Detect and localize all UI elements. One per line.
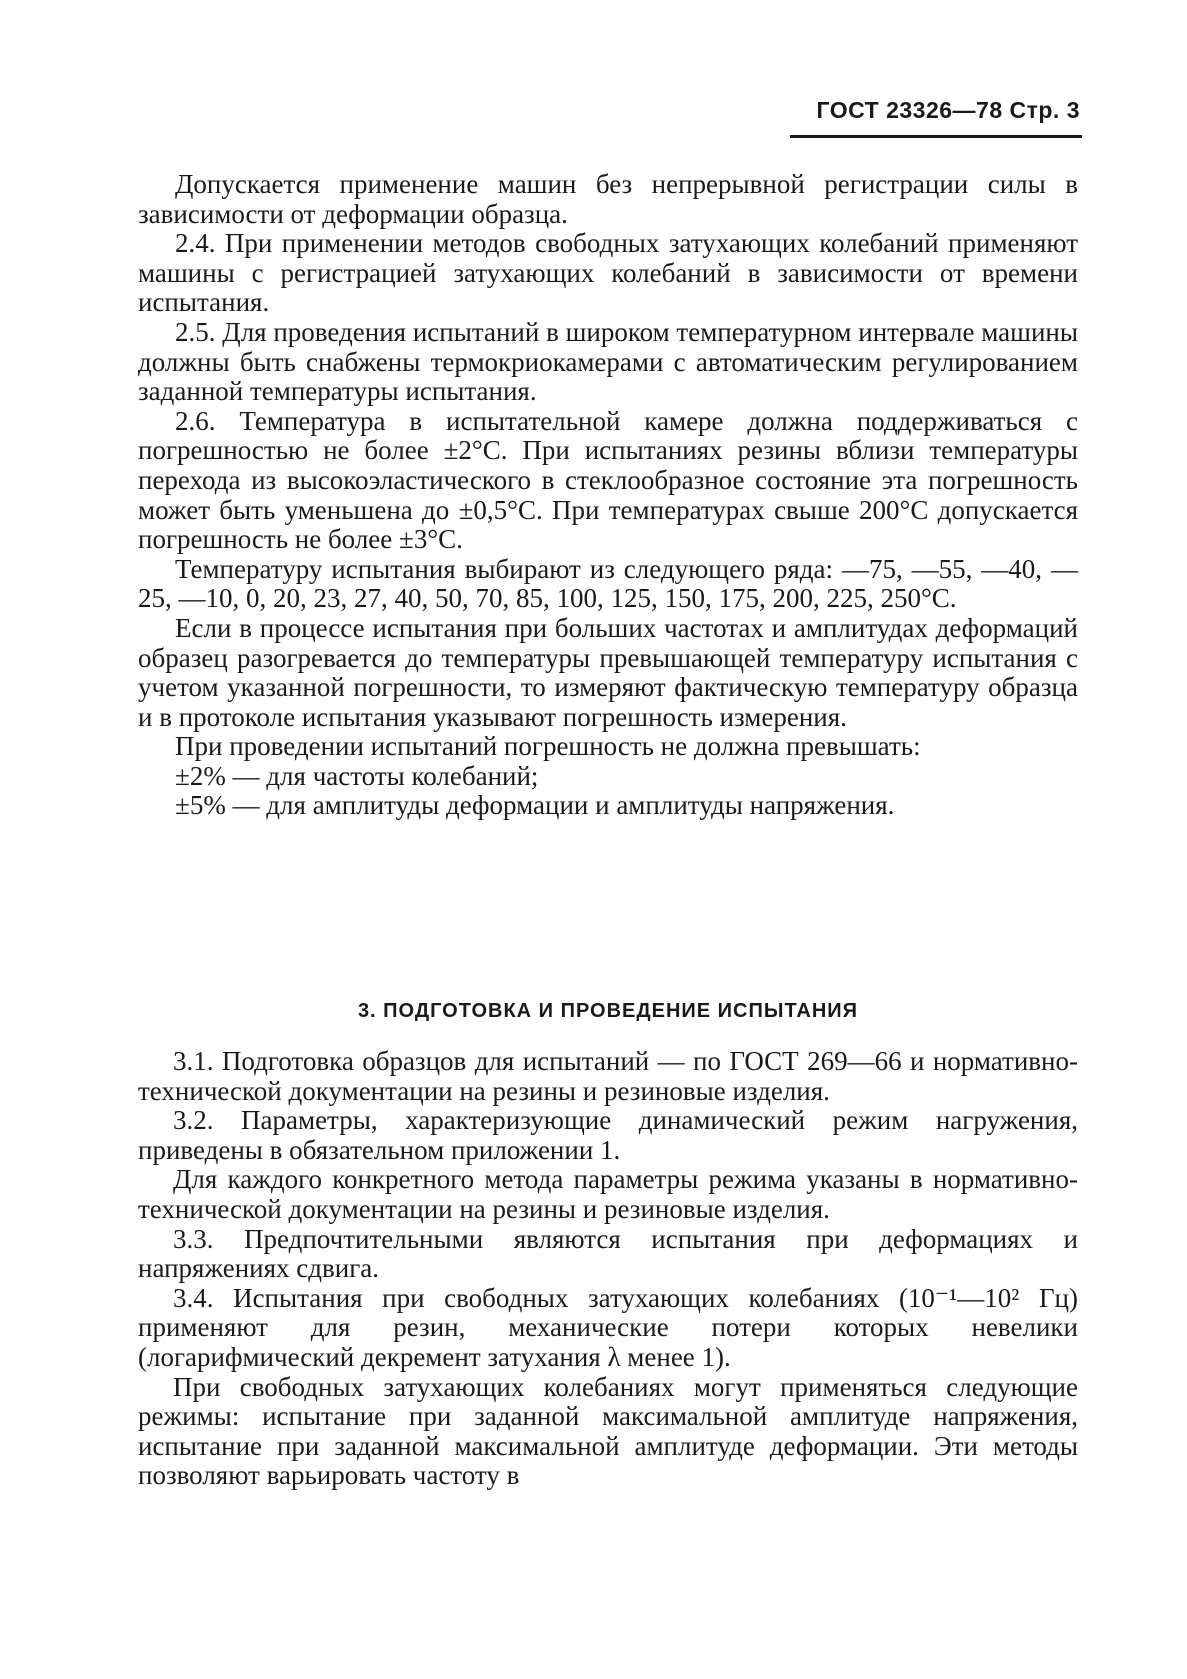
paragraph-method-params: Для каждого конкретного метода параметры режима указаны в нормативно-технической документации на резины и резиновые изделия. <box>138 1164 1078 1224</box>
paragraph-3-4: 3.4. Испытания при свободных затухающих колебаниях (10⁻¹—10² Гц) применяют для резин, механические потери которых невелики (логарифмический декремент затухания λ менее 1). <box>138 1282 1078 1372</box>
paragraph-3-1: 3.1. Подготовка образцов для испытаний — по ГОСТ 269—66 и нормативно-технической документации на резины и резиновые изделия. <box>138 1046 1078 1106</box>
tolerance-item-frequency: ±2% — для частоты колебаний; <box>175 760 539 791</box>
paragraph-tolerance-intro: При проведении испытаний погрешность не должна превышать: <box>175 731 921 762</box>
paragraph-temperature-series: Температуру испытания выбирают из следующего ряда: —75, —55, —40, —25, —10, 0, 20, 23, 27, 40, 50, 70, 85, 100, 125, 150, 175, 200, 225, 250°С. <box>138 553 1078 614</box>
section-3-body <box>138 1047 1078 1491</box>
tolerance-item-amplitude: ±5% — для амплитуды деформации и амплитуды напряжения. <box>175 790 895 821</box>
paragraph-3-2: 3.2. Параметры, характеризующие динамический режим нагружения, приведены в обязательном приложении 1. <box>138 1105 1078 1165</box>
paragraph-free-oscillation-modes: При свободных затухающих колебаниях могут применяться следующие режимы: испытание при заданной максимальной амплитуде напряжения, испытание при заданной максимальной амплитуде деформации. Эти методы позволяют варьировать частоту в <box>138 1371 1078 1491</box>
section-2-continuation <box>138 170 1078 821</box>
paragraph-heating: Если в процессе испытания при больших частотах и амплитудах деформаций образец разогревается до температуры превышающей температуру испытания с учетом указанной погрешности, то измеряют фактическую температуру образца и в протоколе испытания указывают погрешность измерения. <box>138 612 1078 732</box>
paragraph: Допускается применение машин без непрерывной регистрации силы в зависимости от деформации образца. <box>138 169 1078 229</box>
paragraph-2-5: 2.5. Для проведения испытаний в широком температурном интервале машины должны быть снабжены термокриокамерами с автоматическим регулированием заданной температуры испытания. <box>138 316 1078 407</box>
paragraph-2-6: 2.6. Температура в испытательной камере должна поддерживаться с погрешностью не более ±2°С. При испытаниях резины вблизи температуры перехода из высокоэластического в стеклообразное состояние эта погрешность может быть уменьшена до ±0,5°С. При температурах свыше 200°С допускается погрешность не более ±3°С. <box>138 405 1078 555</box>
paragraph-3-3: 3.3. Предпочтительными являются испытания при деформациях и напряжениях сдвига. <box>138 1223 1078 1284</box>
paragraph-2-4: 2.4. При применении методов свободных затухающих колебаний применяют машины с регистрацией затухающих колебаний в зависимости от времени испытания. <box>138 228 1078 318</box>
section-3-title: 3. ПОДГОТОВКА И ПРОВЕДЕНИЕ ИСПЫТАНИЯ <box>357 1000 859 1022</box>
page-header: ГОСТ 23326—78 Стр. 3 <box>816 97 1080 123</box>
header-rule <box>790 135 1082 138</box>
